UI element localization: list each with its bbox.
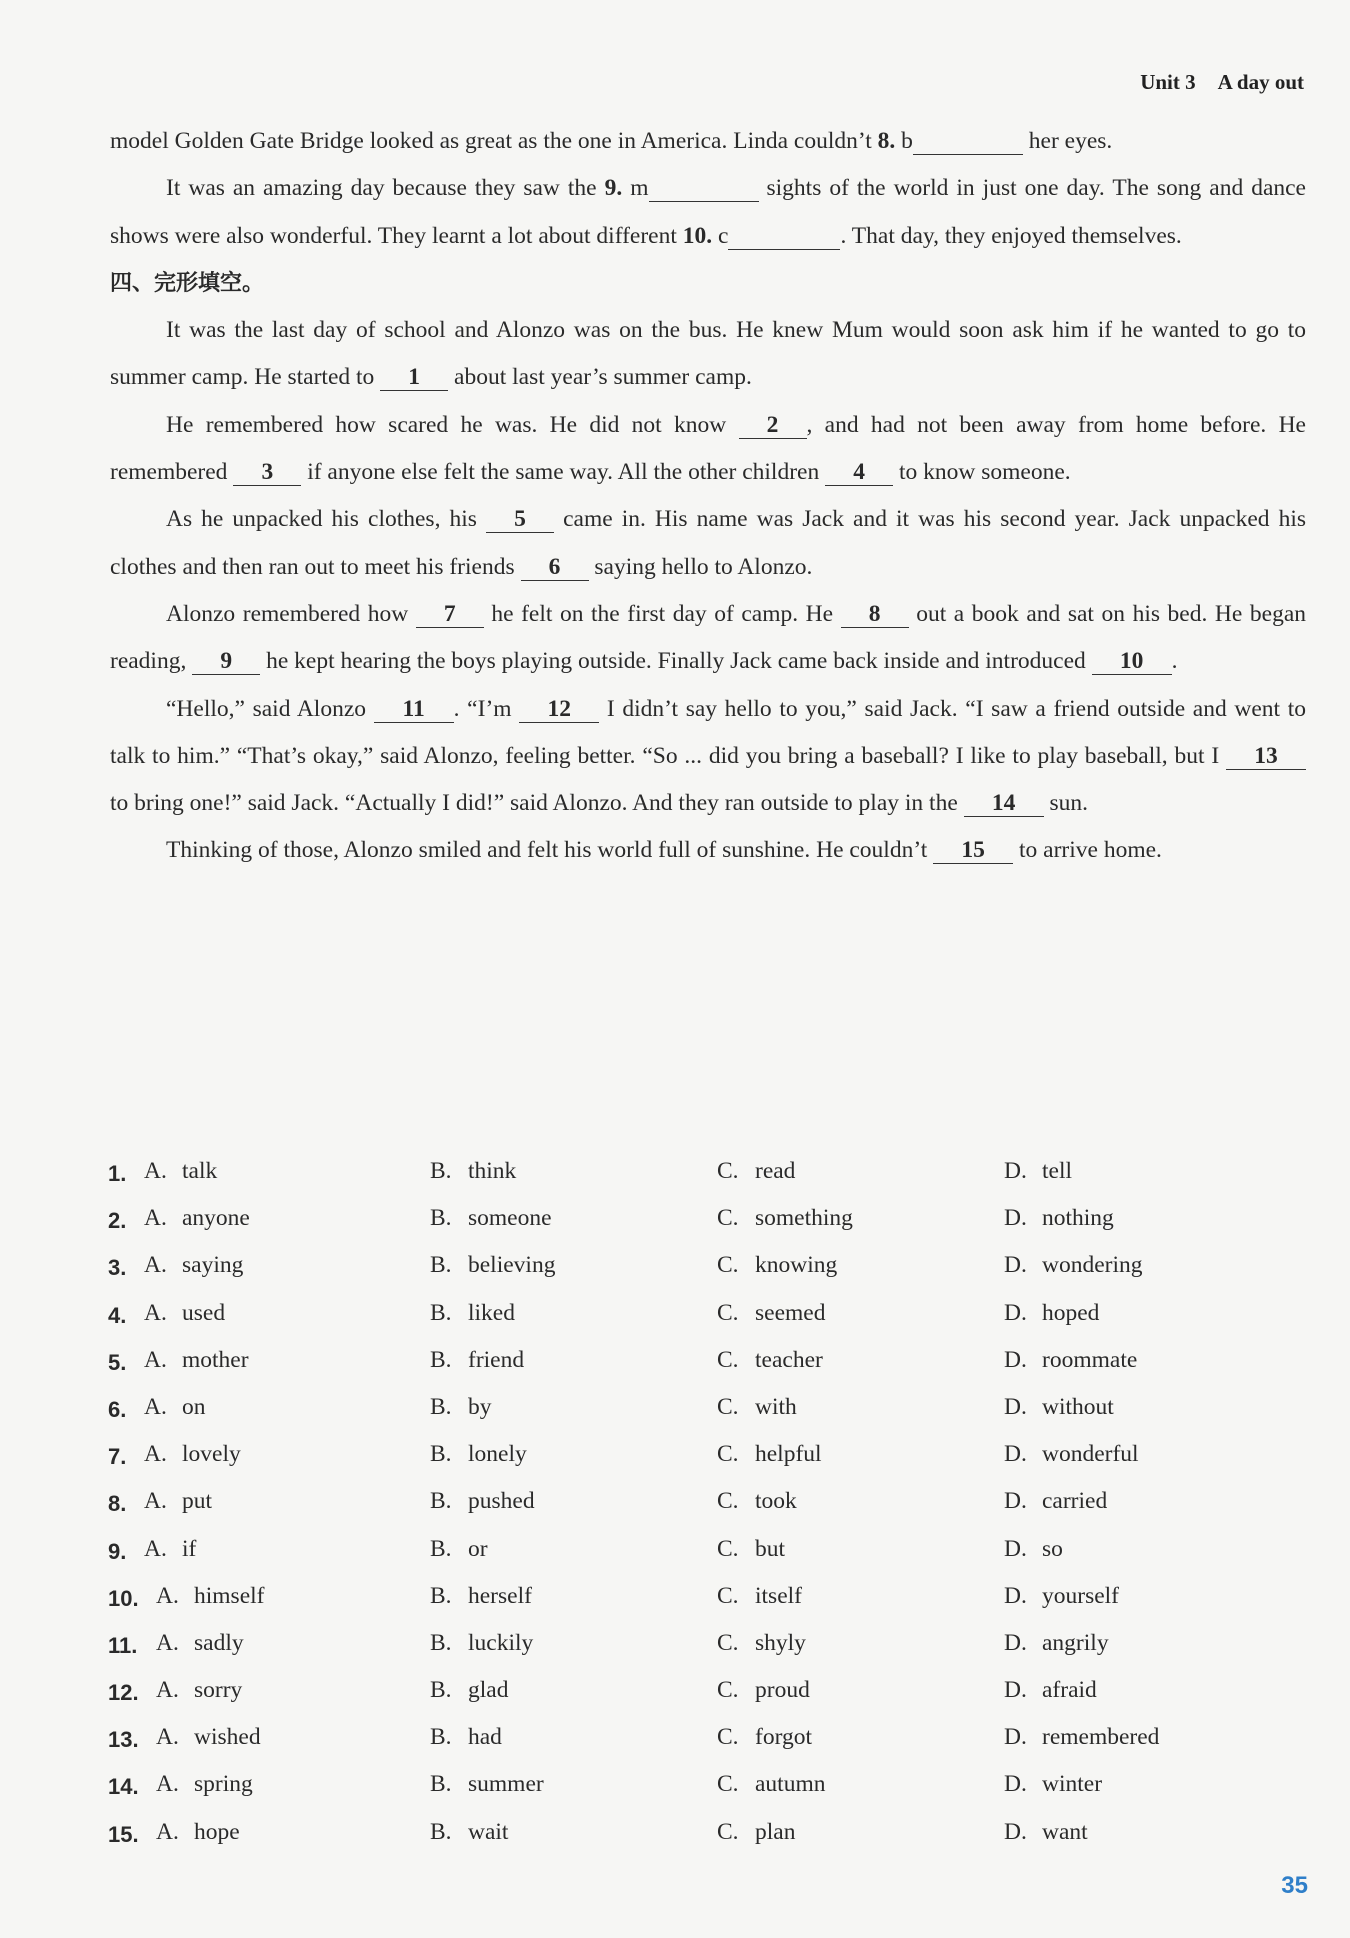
option-c[interactable] [717,1158,795,1185]
option-text: want [1042,1818,1088,1845]
option-c[interactable] [717,1300,825,1327]
option-text: read [755,1158,796,1184]
text: about last year’s summer camp. [448,364,752,391]
option-text: had [468,1724,502,1751]
text: He remembered how scared he was. He did not know [166,411,739,438]
option-d[interactable] [1004,1300,1099,1327]
option-a[interactable] [144,1394,206,1421]
option-letter: D. [1004,1677,1027,1704]
option-text: glad [468,1677,509,1704]
option-letter: A. [156,1582,179,1609]
option-text: put [182,1488,213,1515]
question-number: 9. [604,175,623,202]
option-a[interactable] [156,1583,265,1610]
option-letter: D. [1004,1158,1027,1184]
hint-letter: c [712,222,729,249]
option-b[interactable] [430,1630,533,1657]
option-c[interactable] [717,1724,812,1751]
hint-letter: b [895,128,913,154]
option-letter: B. [430,1205,452,1232]
option-text: but [755,1535,786,1562]
option-text: autumn [755,1771,826,1798]
cloze-blank[interactable]: 7 [416,601,484,628]
option-letter: C. [717,1771,739,1798]
option-text: think [468,1158,517,1184]
option-row [108,1294,1308,1341]
option-b[interactable] [430,1394,492,1421]
text: Thinking of those, Alonzo smiled and felt his world full of sunshine. He couldn’t [166,837,934,864]
option-letter: D. [1004,1346,1027,1373]
option-b[interactable] [430,1441,527,1468]
cloze-blank[interactable]: 12 [519,696,599,723]
option-a[interactable] [144,1158,217,1185]
option-letter: D. [1004,1393,1027,1420]
option-d[interactable] [1004,1677,1097,1704]
answer-blank[interactable] [913,128,1023,155]
option-letter: B. [430,1677,452,1704]
option-text: seemed [755,1299,826,1326]
option-text: luckily [468,1629,534,1656]
passage-paragraph [110,165,1306,260]
option-text: without [1042,1393,1114,1420]
option-letter: D. [1004,1205,1027,1232]
option-a[interactable] [156,1630,244,1657]
option-letter: D. [1004,1582,1027,1609]
option-text: sadly [194,1629,244,1656]
text: came in. His name was Jack and it was his second year. Jack unpacked his clothes and then ran out to meet his friends [110,506,1306,580]
option-letter: A. [144,1252,167,1279]
option-b[interactable] [430,1536,488,1563]
option-a[interactable] [144,1441,241,1468]
answer-blank[interactable] [728,223,840,250]
option-row [108,1199,1308,1246]
option-letter: B. [430,1535,452,1562]
option-letter: A. [156,1818,179,1845]
option-row [108,1624,1308,1671]
option-letter: D. [1004,1818,1027,1845]
option-letter: C. [717,1393,739,1420]
question-number: 13. [108,1727,139,1753]
option-letter: C. [717,1252,739,1279]
option-text: knowing [755,1252,838,1279]
option-b[interactable] [430,1488,535,1515]
option-text: pushed [468,1488,535,1515]
option-text: helpful [755,1441,822,1468]
text: . “I’m [453,695,520,722]
option-text: itself [755,1582,802,1609]
option-letter: A. [144,1488,167,1515]
option-c[interactable] [717,1347,823,1374]
option-row [108,1152,1308,1199]
cloze-blank[interactable]: 4 [825,459,893,486]
section-title: 四、完形填空。 [110,270,265,296]
text: . [1171,648,1178,675]
answer-blank[interactable] [649,175,759,202]
cloze-blank[interactable]: 1 [380,364,448,391]
option-d[interactable] [1004,1347,1137,1374]
option-c[interactable] [717,1205,853,1232]
option-letter: D. [1004,1488,1027,1515]
option-text: angrily [1042,1629,1109,1656]
option-b[interactable] [430,1771,544,1798]
option-b[interactable] [430,1677,508,1704]
option-c[interactable] [717,1819,795,1846]
option-text: proud [755,1677,810,1704]
text: Alonzo remembered how [166,600,416,627]
question-number: 8. [108,1491,127,1517]
cloze-blank[interactable]: 14 [964,790,1044,817]
option-text: hope [194,1818,240,1845]
option-letter: A. [156,1629,179,1656]
text: sights of the world in just one day. The song and dance shows were also wonderful. They learnt a lot about different [110,175,1306,249]
question-number: 2. [108,1208,127,1234]
option-d[interactable] [1004,1158,1072,1185]
option-letter: B. [430,1629,452,1656]
option-letter: B. [430,1158,452,1184]
option-c[interactable] [717,1488,797,1515]
option-text: believing [468,1252,556,1279]
question-number: 5. [108,1349,127,1375]
option-a[interactable] [144,1300,225,1327]
cloze-blank[interactable]: 15 [933,837,1013,864]
cloze-blank[interactable]: 6 [521,554,589,581]
option-text: tell [1042,1158,1073,1184]
option-letter: C. [717,1158,739,1184]
option-letter: A. [144,1299,167,1326]
option-b[interactable] [430,1724,502,1751]
option-d[interactable] [1004,1630,1109,1657]
option-d[interactable] [1004,1536,1063,1563]
option-text: with [755,1393,797,1420]
option-c[interactable] [717,1771,826,1798]
question-number: 1. [108,1161,127,1186]
question-number: 8. [877,128,896,154]
cloze-paragraph [110,496,1306,591]
option-text: carried [1042,1488,1108,1515]
option-text: winter [1042,1771,1103,1798]
option-text: saying [182,1252,244,1279]
option-letter: C. [717,1724,739,1751]
text: It was the last day of school and Alonzo was on the bus. He knew Mum would soon ask him if he wanted to go to summer camp. He started to [110,317,1306,391]
option-b[interactable] [430,1583,532,1610]
option-a[interactable] [156,1724,261,1751]
option-text: someone [468,1205,552,1232]
option-d[interactable] [1004,1771,1102,1798]
option-letter: B. [430,1299,452,1326]
cloze-blank[interactable]: 2 [739,412,807,439]
option-letter: C. [717,1205,739,1232]
option-text: shyly [755,1629,806,1656]
option-text: plan [755,1818,796,1845]
page-header [1140,70,1304,95]
option-letter: B. [430,1393,452,1420]
option-text: afraid [1042,1677,1097,1704]
option-c[interactable] [717,1630,806,1657]
text: her eyes. [1022,128,1113,154]
option-row [108,1388,1308,1435]
option-text: or [468,1535,488,1562]
option-text: wait [468,1818,509,1845]
text: to bring one!” said Jack. “Actually I did!” said Alonzo. And they ran outside to play in the [110,790,964,817]
option-letter: D. [1004,1252,1027,1279]
cloze-paragraph [110,307,1306,402]
option-letter: B. [430,1346,452,1373]
option-row [108,1718,1308,1765]
option-d[interactable] [1004,1488,1107,1515]
option-b[interactable] [430,1300,515,1327]
text: , and had not been away from home before. He remembered [110,411,1306,486]
option-row [108,1530,1308,1577]
hint-letter: m [622,175,649,202]
cloze-paragraph [110,686,1306,828]
option-text: lonely [468,1441,527,1468]
cloze-blank[interactable]: 11 [374,696,454,723]
option-letter: A. [156,1771,179,1798]
option-text: wonderful [1042,1441,1139,1468]
cloze-paragraph [110,827,1306,874]
option-letter: C. [717,1346,739,1373]
question-number: 10. [108,1585,139,1611]
passage-paragraph [110,118,1306,165]
option-d[interactable] [1004,1252,1143,1279]
question-number: 15. [108,1821,139,1847]
option-row [108,1577,1308,1624]
option-row [108,1246,1308,1293]
option-letter: D. [1004,1724,1027,1751]
text: I didn’t say hello to you,” said Jack. “I saw a friend outside and went to talk to him.” “That’s okay,” said Alonzo, feeling better. “So ... did you bring a baseball? I like to play baseball, but I [110,695,1306,769]
option-letter: B. [430,1441,452,1468]
option-text: something [755,1205,853,1232]
cloze-blank[interactable]: 3 [233,459,301,486]
text: he kept hearing the boys playing outside. Finally Jack came back inside and introduced [260,648,1092,675]
option-letter: A. [144,1158,167,1184]
option-text: friend [468,1346,525,1373]
option-b[interactable] [430,1252,555,1279]
option-d[interactable] [1004,1394,1114,1421]
option-text: anyone [182,1205,250,1232]
question-number: 9. [108,1538,127,1564]
option-text: teacher [755,1346,823,1373]
question-number: 4. [108,1302,127,1328]
option-letter: D. [1004,1441,1027,1468]
option-a[interactable] [144,1205,250,1232]
option-row [108,1765,1308,1812]
option-text: talk [182,1158,218,1184]
text: sun. [1043,790,1089,817]
option-a[interactable] [156,1771,253,1798]
cloze-blank[interactable]: 5 [486,506,554,533]
option-text: herself [468,1582,532,1609]
option-row [108,1671,1308,1718]
text: “Hello,” said Alonzo [166,695,374,722]
question-number: 10. [682,222,713,249]
option-text: on [182,1393,206,1420]
option-letter: D. [1004,1629,1027,1656]
option-letter: C. [717,1818,739,1845]
option-d[interactable] [1004,1724,1159,1751]
option-text: lovely [182,1441,241,1468]
option-letter: D. [1004,1299,1027,1326]
option-c[interactable] [717,1536,785,1563]
option-a[interactable] [156,1677,242,1704]
cloze-paragraph [110,591,1306,686]
option-text: remembered [1042,1724,1160,1751]
option-c[interactable] [717,1441,822,1468]
option-text: by [468,1393,492,1420]
option-row [108,1341,1308,1388]
option-letter: C. [717,1441,739,1468]
option-row [108,1482,1308,1529]
question-number: 14. [108,1774,139,1800]
option-letter: A. [156,1724,179,1751]
page-content [110,118,1306,875]
option-letter: C. [717,1677,739,1704]
option-text: mother [182,1346,249,1373]
option-d[interactable] [1004,1441,1139,1468]
option-letter: C. [717,1299,739,1326]
option-text: if [182,1535,197,1562]
option-b[interactable] [430,1819,508,1846]
option-text: used [182,1299,226,1326]
option-d[interactable] [1004,1205,1114,1232]
option-letter: A. [144,1346,167,1373]
text: saying hello to Alonzo. [588,553,813,580]
question-number: 7. [108,1444,127,1470]
option-a[interactable] [144,1252,243,1279]
question-number: 12. [108,1680,139,1706]
option-a[interactable] [144,1536,196,1563]
option-text: took [755,1488,797,1515]
option-c[interactable] [717,1394,797,1421]
cloze-blank[interactable]: 13 [1226,743,1306,770]
option-d[interactable] [1004,1583,1119,1610]
option-text: sorry [194,1677,243,1704]
option-letter: B. [430,1771,452,1798]
text: . That day, they enjoyed themselves. [840,222,1182,249]
option-letter: B. [430,1582,452,1609]
option-c[interactable] [717,1677,810,1704]
option-text: forgot [755,1724,813,1751]
text: to arrive home. [1013,837,1162,864]
question-number: 11. [108,1632,138,1658]
option-text: wondering [1042,1252,1143,1279]
option-b[interactable] [430,1158,516,1185]
unit-label: Unit 3 [1140,70,1196,94]
option-letter: A. [144,1535,167,1562]
option-text: summer [468,1771,544,1798]
cloze-blank[interactable]: 10 [1092,648,1172,675]
option-letter: C. [717,1535,739,1562]
option-a[interactable] [144,1347,249,1374]
option-text: yourself [1042,1582,1120,1609]
option-b[interactable] [430,1347,524,1374]
option-text: wished [194,1724,261,1751]
question-number: 6. [108,1396,127,1422]
option-letter: B. [430,1488,452,1515]
option-letter: D. [1004,1771,1027,1798]
text: to know someone. [893,459,1071,486]
option-d[interactable] [1004,1819,1088,1846]
answer-options [108,1152,1308,1860]
option-text: spring [194,1771,253,1798]
unit-title: A day out [1217,70,1304,94]
option-letter: C. [717,1629,739,1656]
option-a[interactable] [156,1819,240,1846]
option-text: nothing [1042,1205,1114,1232]
text: out a book and sat on his bed. He began reading, [110,600,1306,675]
option-c[interactable] [717,1252,837,1279]
option-letter: B. [430,1252,452,1279]
page-number: 35 [1281,1872,1308,1899]
option-letter: B. [430,1724,452,1751]
option-letter: C. [717,1582,739,1609]
option-letter: C. [717,1488,739,1515]
cloze-blank[interactable]: 9 [192,648,260,675]
option-c[interactable] [717,1583,802,1610]
option-letter: A. [144,1441,167,1468]
option-a[interactable] [144,1488,212,1515]
text: As he unpacked his clothes, his [166,506,487,533]
option-row [108,1813,1308,1860]
option-text: hoped [1042,1299,1100,1326]
text: if anyone else felt the same way. All the other children [301,459,826,486]
text: It was an amazing day because they saw the [166,175,605,202]
option-row [108,1435,1308,1482]
option-letter: B. [430,1818,452,1845]
cloze-blank[interactable]: 8 [841,601,909,628]
option-text: himself [194,1582,265,1609]
option-text: roommate [1042,1346,1138,1373]
text: he felt on the first day of camp. He [483,600,841,627]
option-b[interactable] [430,1205,552,1232]
question-number: 3. [108,1255,127,1281]
option-letter: A. [156,1677,179,1704]
option-letter: A. [144,1205,167,1232]
cloze-paragraph [110,402,1306,497]
option-letter: D. [1004,1535,1027,1562]
option-text: liked [468,1299,515,1326]
option-letter: A. [144,1393,167,1420]
text: model Golden Gate Bridge looked as great as the one in America. Linda couldn’t [110,128,878,154]
option-text: so [1042,1535,1063,1562]
